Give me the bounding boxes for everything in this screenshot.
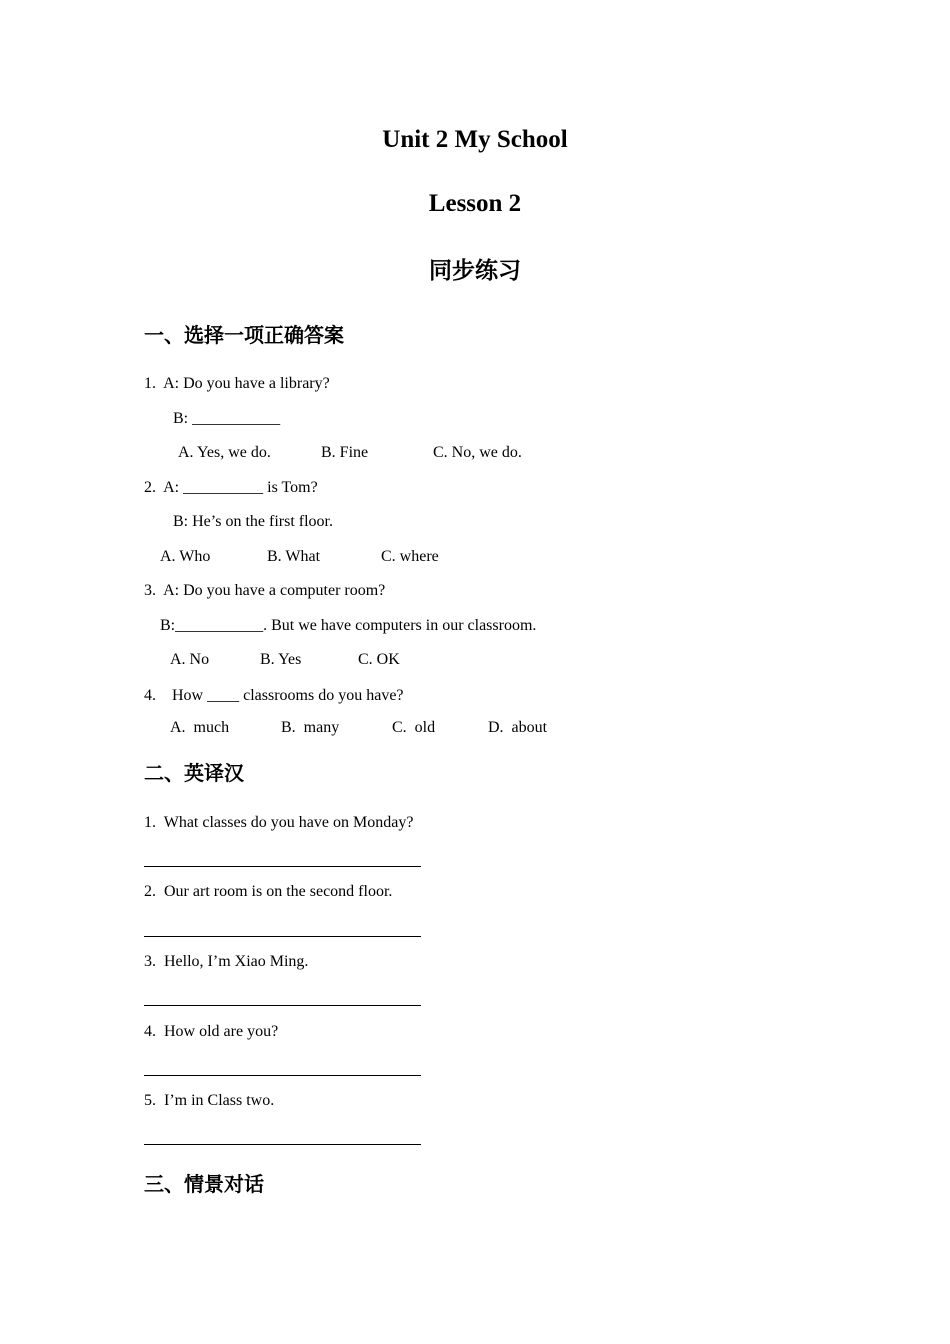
question-1-option-b: B. Fine xyxy=(321,444,369,461)
question-4: 4. How ____ classrooms do you have? xyxy=(144,687,404,704)
question-2: 2. A: __________ is Tom? xyxy=(144,479,318,496)
question-2-answer: B: He’s on the first floor. xyxy=(173,513,333,530)
answer-line-4 xyxy=(144,1075,421,1076)
question-3-option-c: C. OK xyxy=(358,651,400,668)
exercise-subtitle: 同步练习 xyxy=(429,258,521,284)
answer-line-5 xyxy=(144,1144,421,1145)
question-3-option-b: B. Yes xyxy=(260,651,302,668)
page-title: Unit 2 My School xyxy=(382,126,568,153)
question-1-option-c: C. No, we do. xyxy=(433,444,522,461)
question-3-answer: B:___________. But we have computers in our classroom. xyxy=(160,617,537,634)
question-2-option-a: A. Who xyxy=(160,548,211,565)
question-4-option-b: B. many xyxy=(281,719,340,736)
section-1-heading: 一、选择一项正确答案 xyxy=(144,323,344,347)
translation-item-1: 1. What classes do you have on Monday? xyxy=(144,814,414,831)
question-4-option-c: C. old xyxy=(392,719,436,736)
question-2-option-b: B. What xyxy=(267,548,321,565)
question-4-option-a: A. much xyxy=(170,719,230,736)
question-3: 3. A: Do you have a computer room? xyxy=(144,582,386,599)
question-1-answer-blank: B: ___________ xyxy=(173,410,281,427)
translation-item-2: 2. Our art room is on the second floor. xyxy=(144,883,393,900)
section-3-heading: 三、情景对话 xyxy=(144,1172,264,1196)
question-1-option-a: A. Yes, we do. xyxy=(178,444,271,461)
translation-item-4: 4. How old are you? xyxy=(144,1023,279,1040)
question-2-option-c: C. where xyxy=(381,548,439,565)
answer-line-2 xyxy=(144,936,421,937)
question-1: 1. A: Do you have a library? xyxy=(144,375,330,392)
answer-line-3 xyxy=(144,1005,421,1006)
translation-item-3: 3. Hello, I’m Xiao Ming. xyxy=(144,953,309,970)
section-2-heading: 二、英译汉 xyxy=(144,761,244,785)
translation-item-5: 5. I’m in Class two. xyxy=(144,1092,275,1109)
answer-line-1 xyxy=(144,866,421,867)
question-4-option-d: D. about xyxy=(488,719,548,736)
lesson-title: Lesson 2 xyxy=(428,190,522,217)
question-3-option-a: A. No xyxy=(170,651,210,668)
